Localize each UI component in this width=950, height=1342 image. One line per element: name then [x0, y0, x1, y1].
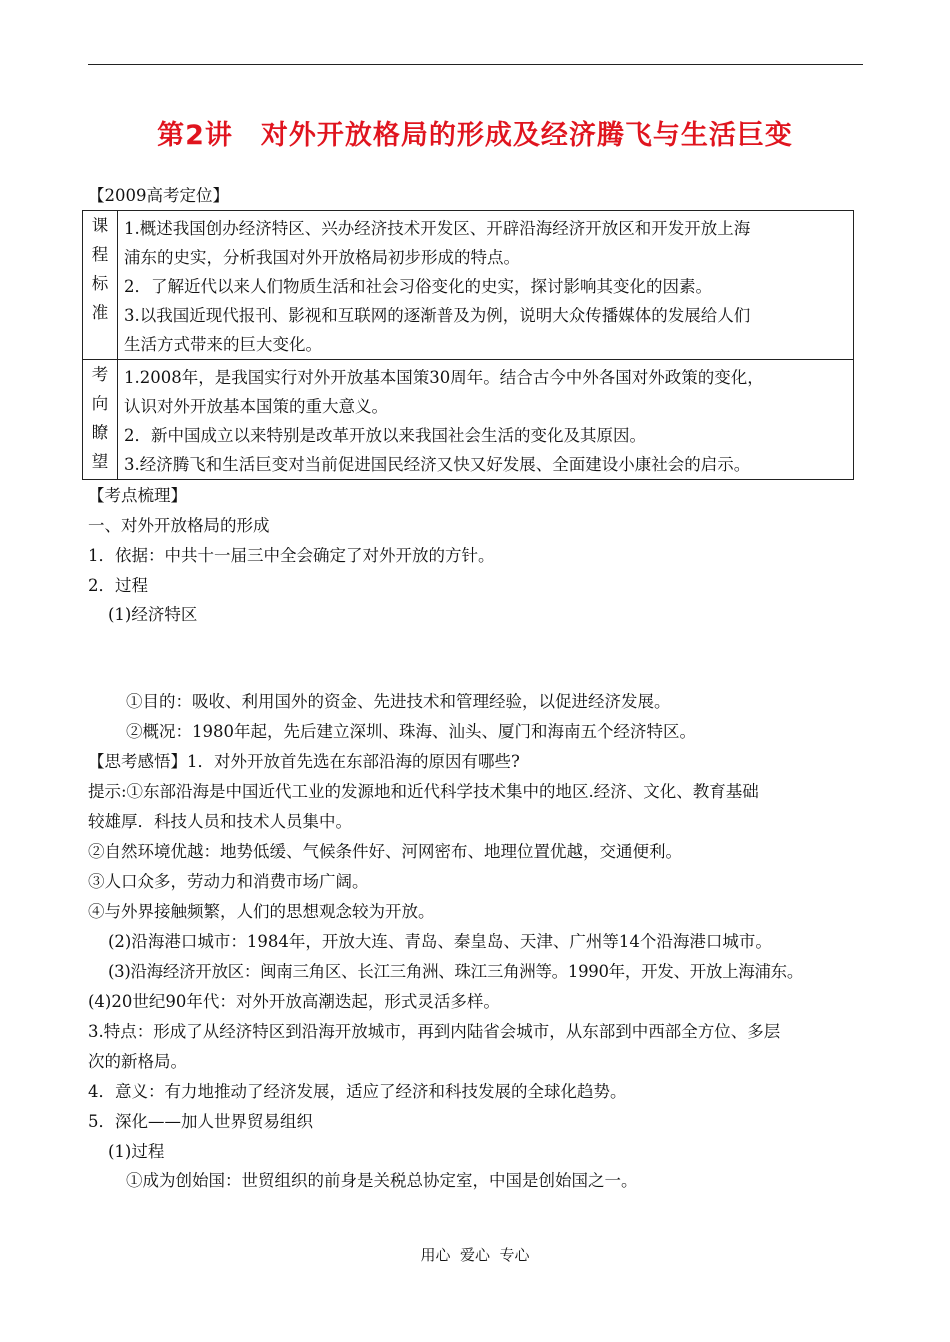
table-row [83, 360, 854, 480]
row-content-curriculum: 1.概述我国创办经济特区、兴办经济技术开发区、开辟沿海经济开放区和开发开放上海 浦东的史实，分析我国对外开放格局初步形成的特点。 2．了解近代以来人们物质生活和社会习俗变化的史实，探讨影响其变化的因素。 3.以我国近现代报刊、影视和互联网的逐渐普及为例，说明大众传播媒体的发展给人们 生活方式带来的巨大变化。 [118, 211, 854, 360]
paragraph-line: ④与外界接触频繁，人们的思想观念较为开放。 [88, 902, 435, 921]
standards-table [82, 210, 854, 480]
paragraph-line: 3.特点：形成了从经济特区到沿海开放城市，再到内陆省会城市，从东部到中西部全方位、多层 [88, 1022, 781, 1041]
paragraph-line: ②概况：1980年起，先后建立深圳、珠海、汕头、厦门和海南五个经济特区。 [126, 722, 696, 741]
paragraph-line: 较雄厚．科技人员和技术人员集中。 [88, 812, 352, 831]
table-row [83, 211, 854, 360]
paragraph-line: (3)沿海经济开放区：闽南三角区、长江三角洲、珠江三角洲等。1990年，开发、开放上海浦东。 [108, 962, 804, 981]
paragraph-line: 4．意义：有力地推动了经济发展，适应了经济和科技发展的全球化趋势。 [88, 1082, 627, 1101]
paragraph-line: (1)过程 [108, 1142, 165, 1161]
paragraph-line: (1)经济特区 [108, 605, 198, 624]
page-title: 第2讲 对外开放格局的形成及经济腾飞与生活巨变 [157, 120, 793, 151]
page-footer: 用心 爱心 专心 [420, 1246, 530, 1264]
section-heading-1: 一、对外开放格局的形成 [88, 516, 270, 535]
paragraph-line: 2．过程 [88, 576, 148, 595]
paragraph-line: (2)沿海港口城市：1984年，开放大连、青岛、秦皇岛、天津、广州等14个沿海港口城市。 [108, 932, 772, 951]
section-heading-position: 【2009高考定位】 [88, 186, 229, 205]
paragraph-line: 次的新格局。 [88, 1052, 187, 1071]
paragraph-line: ①目的：吸收、利用国外的资金、先进技术和管理经验，以促进经济发展。 [126, 692, 671, 711]
row-content-outlook: 1.2008年，是我国实行对外开放基本国策30周年。结合古今中外各国对外政策的变化， 认识对外开放基本国策的重大意义。 2．新中国成立以来特别是改革开放以来我国社会生活的变化及其原因。 3.经济腾飞和生活巨变对当前促进国民经济又快又好发展、全面建设小康社会的启示。 [118, 360, 854, 480]
paragraph-line: 1．依据：中共十一届三中全会确定了对外开放的方针。 [88, 546, 495, 565]
paragraph-line: (4)20世纪90年代：对外开放高潮迭起，形式灵活多样。 [88, 992, 500, 1011]
section-heading-review: 【考点梳理】 [88, 486, 187, 505]
paragraph-line: 5．深化——加人世界贸易组织 [88, 1112, 313, 1131]
paragraph-line: ③人口众多，劳动力和消费市场广阔。 [88, 872, 369, 891]
paragraph-line: ②自然环境优越：地势低缓、气候条件好、河网密布、地理位置优越，交通便利。 [88, 842, 682, 861]
paragraph-line: 提示:①东部沿海是中国近代工业的发源地和近代科学技术集中的地区.经济、文化、教育基础 [88, 782, 759, 801]
paragraph-line: ①成为创始国：世贸组织的前身是关税总协定室，中国是创始国之一。 [126, 1171, 638, 1190]
think-heading: 【思考感悟】1．对外开放首先选在东部沿海的原因有哪些? [88, 752, 520, 771]
row-label-outlook: 考 向 瞭 望 [83, 360, 118, 480]
header-rule [88, 64, 863, 65]
row-label-curriculum: 课 程 标 准 [83, 211, 118, 360]
